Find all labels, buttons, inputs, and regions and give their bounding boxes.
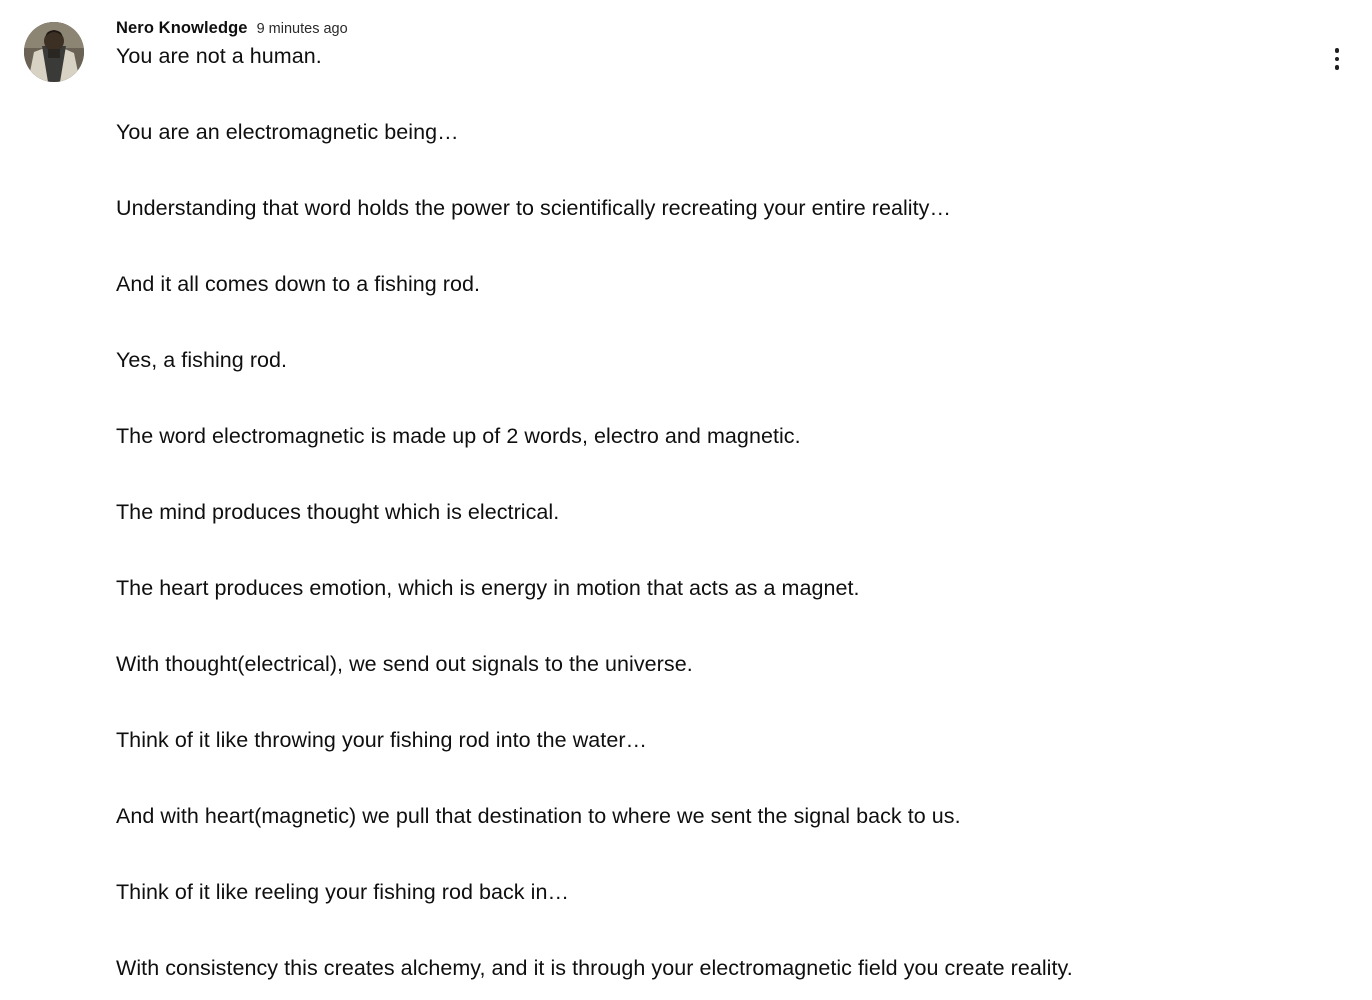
comment-paragraph: With consistency this creates alchemy, and it is through your electromagnetic field you create reality.	[116, 956, 1073, 980]
comment-paragraph: With thought(electrical), we send out signals to the universe.	[116, 652, 693, 676]
comment-timestamp[interactable]: 9 minutes ago	[256, 21, 348, 37]
comment-paragraph: Yes, a fishing rod.	[116, 348, 288, 372]
comment-paragraph: And it all comes down to a fishing rod.	[116, 272, 481, 296]
comment-paragraph: And with heart(magnetic) we pull that destination to where we sent the signal back to us.	[116, 804, 961, 828]
comment-paragraph: The word electromagnetic is made up of 2 words, electro and magnetic.	[116, 424, 801, 448]
comment-text	[116, 43, 1288, 982]
kebab-dot	[1335, 57, 1340, 62]
comment-paragraph: You are not a human.	[116, 44, 322, 68]
comment-header	[116, 18, 1288, 39]
comment-paragraph: The heart produces emotion, which is energy in motion that acts as a magnet.	[116, 576, 860, 600]
avatar-container	[24, 18, 90, 82]
kebab-dot	[1335, 48, 1340, 53]
comment-paragraph: Think of it like throwing your fishing rod into the water…	[116, 728, 648, 752]
comment-paragraph: Understanding that word holds the power to scientifically recreating your entire reality…	[116, 196, 952, 220]
avatar[interactable]	[24, 22, 84, 82]
comment-author[interactable]: Nero Knowledge	[116, 19, 248, 37]
comment-body	[90, 18, 1348, 982]
comment-paragraph: The mind produces thought which is electrical.	[116, 500, 560, 524]
kebab-menu-icon[interactable]	[1316, 38, 1358, 80]
comment-paragraph: Think of it like reeling your fishing rod back in…	[116, 880, 570, 904]
kebab-dot	[1335, 65, 1340, 70]
comment-paragraph: You are an electromagnetic being…	[116, 120, 459, 144]
